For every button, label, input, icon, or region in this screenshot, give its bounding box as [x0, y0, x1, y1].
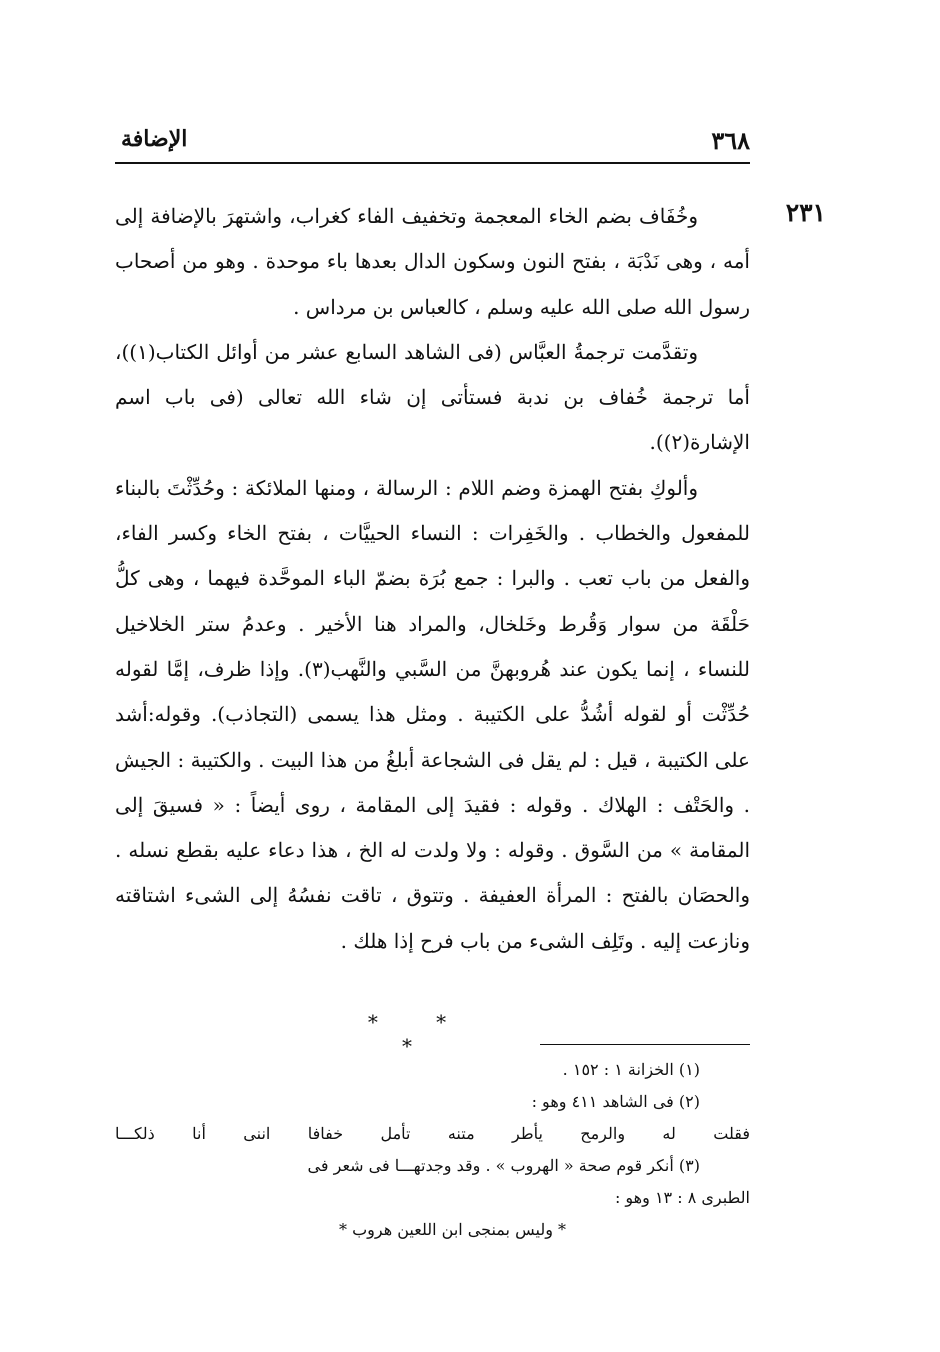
footnote-3-verse: * وليس بمنجى ابن اللعين هروب * [338, 1220, 566, 1239]
footnote-rule [540, 1044, 750, 1045]
footnote-3-continued: الطبرى ٨ : ١٣ وهو : [614, 1188, 750, 1207]
body-paragraph-2: وتقدَّمت ترجمةُ العبَّاس (فى الشاهد السابع عشر من أوائل الكتاب(١))، أما ترجمة خُفاف بن ندبة فستأتى إن شاء الله تعالى (فى باب اسم الإشارة(٢)). [115, 339, 750, 455]
footnotes [115, 1054, 750, 1246]
page-header [115, 118, 750, 164]
section-separator: * * * [367, 1010, 473, 1058]
main-text [115, 194, 750, 964]
body-paragraph-1: وخُفَاف بضم الخاء المعجمة وتخفيف الفاء كغراب، واشتهرَ بالإضافة إلى أمه ، وهى نَدْبَة ، بفتح النون وسكون الدال بعدها باء موحدة . وهو من أصحاب رسول الله صلى الله عليه وسلم ، كالعباس بن مرداس . [115, 204, 750, 319]
footnote-3: (٣) أنكر قوم صحة « الهروب » . وقد وجدتهـــا فى شعر فى [307, 1156, 700, 1175]
page-number: ٣٦٨ [711, 126, 750, 155]
footnote-2: (٢) فى الشاهد ٤١١ وهو : [531, 1092, 700, 1111]
entry-number: ٢٣١ [785, 198, 826, 227]
footnote-1: (١) الخزانة ١ : ١٥٢ . [562, 1060, 700, 1079]
body-paragraph-3: وألوكِ بفتح الهمزة وضم اللام : الرسالة ، ومنها الملائكة : وحُدِّثْتَ بالبناء للمفعول والخطاب . والخَفِرات : النساء الحييَّات ، بفتح الخاء وكسر الفاء، والفعل من باب تعب . والبرا : جمع بُرَة بضمّ الباء الموحَّدة فيهما ، وهى كلُّ حَلْقَة من سوار وَقُرط وخَلخال، والمراد هنا الأخير . وعدمُ ستر الخلاخيل للنساء ، إنما يكون عند هُروبهنَّ من السَّبي والنَّهب(٣). وإذا ظرف، إمَّا لقوله حُدِّثْت أو لقوله أشُدُّ على الكتيبة . ومثل هذا يسمى (التجاذب). وقوله:أشد على الكتيبة ، قيل : لم يقل فى الشجاعة أبلغُ من هذا البيت . والكتيبة : الجيش . والحَتْف : الهلاك . وقوله : فقيدَ إلى المقامة ، روى أيضاً : « فسيقَ إلى المقامة » من السَّوق . وقوله : ولا ولدت له الخ ، هذا دعاء عليه بقطع نسله . والحصَان بالفتح : المرأة العفيفة . وتتوق ، تاقت نفسُهُ إلى الشىء اشتاقته ونازعت إليه . وتَلِف الشىء من باب فرح إذا هلك . [115, 475, 750, 953]
footnote-2-verse: فقلت له والرمح يأطر متنه تأمل خفافا اننى أنا ذلكـــا [115, 1124, 750, 1143]
running-title: الإضافة [121, 126, 188, 152]
